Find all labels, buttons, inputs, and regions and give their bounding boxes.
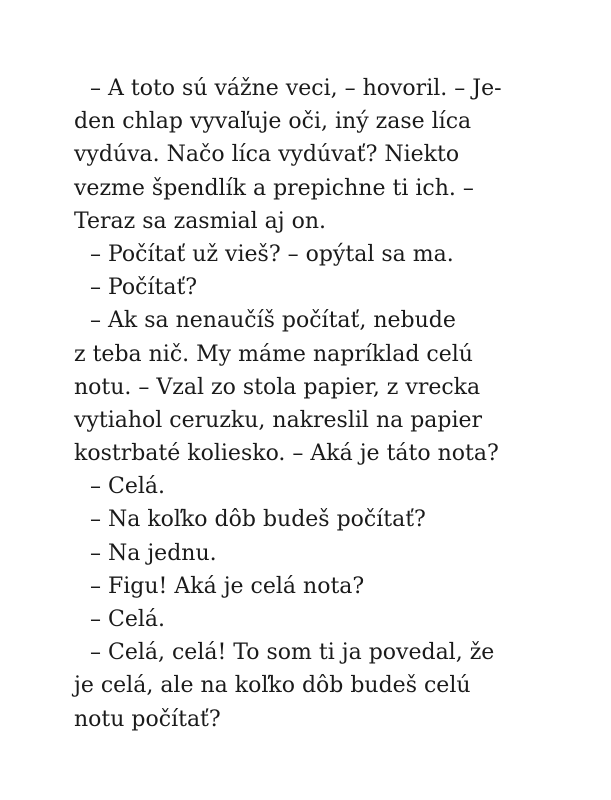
text-line: vydúva. Načo líca vydúvať? Niekto xyxy=(74,142,460,168)
text-line: vezme špendlík a prepichne ti ich. – xyxy=(74,175,474,201)
text-line: – Celá. xyxy=(90,607,165,632)
text-line: – Na koľko dôb budeš počítať? xyxy=(90,507,426,533)
text-line: notu. – Vzal zo stola papier, z vrecka xyxy=(74,374,481,400)
text-line: – A toto sú vážne veci, – hovoril. – Je- xyxy=(90,76,502,101)
text-line: – Počítať? xyxy=(90,275,198,301)
text-line: – Počítať už vieš? – opýtal sa ma. xyxy=(90,241,454,267)
text-line: z teba nič. My máme napríklad celú xyxy=(74,341,473,367)
text-line: notu počítať? xyxy=(74,706,221,732)
text-line: je celá, ale na koľko dôb budeš celú xyxy=(74,673,471,699)
text-line: – Celá. xyxy=(90,474,165,500)
text-line: den chlap vyvaľuje oči, iný zase líca xyxy=(74,109,472,135)
text-line: – Celá, celá! To som ti ja povedal, že xyxy=(90,640,495,666)
text-line: kostrbaté koliesko. – Aká je táto nota? xyxy=(74,441,499,467)
text-line: vytiahol ceruzku, nakreslil na papier xyxy=(74,407,483,433)
body-text xyxy=(74,72,544,736)
text-line: Teraz sa zasmial aj on. xyxy=(74,208,326,234)
text-line: – Ak sa nenaučíš počítať, nebude xyxy=(90,308,456,334)
text-line: – Na jednu. xyxy=(90,540,217,566)
text-line: – Figu! Aká je celá nota? xyxy=(90,573,365,599)
